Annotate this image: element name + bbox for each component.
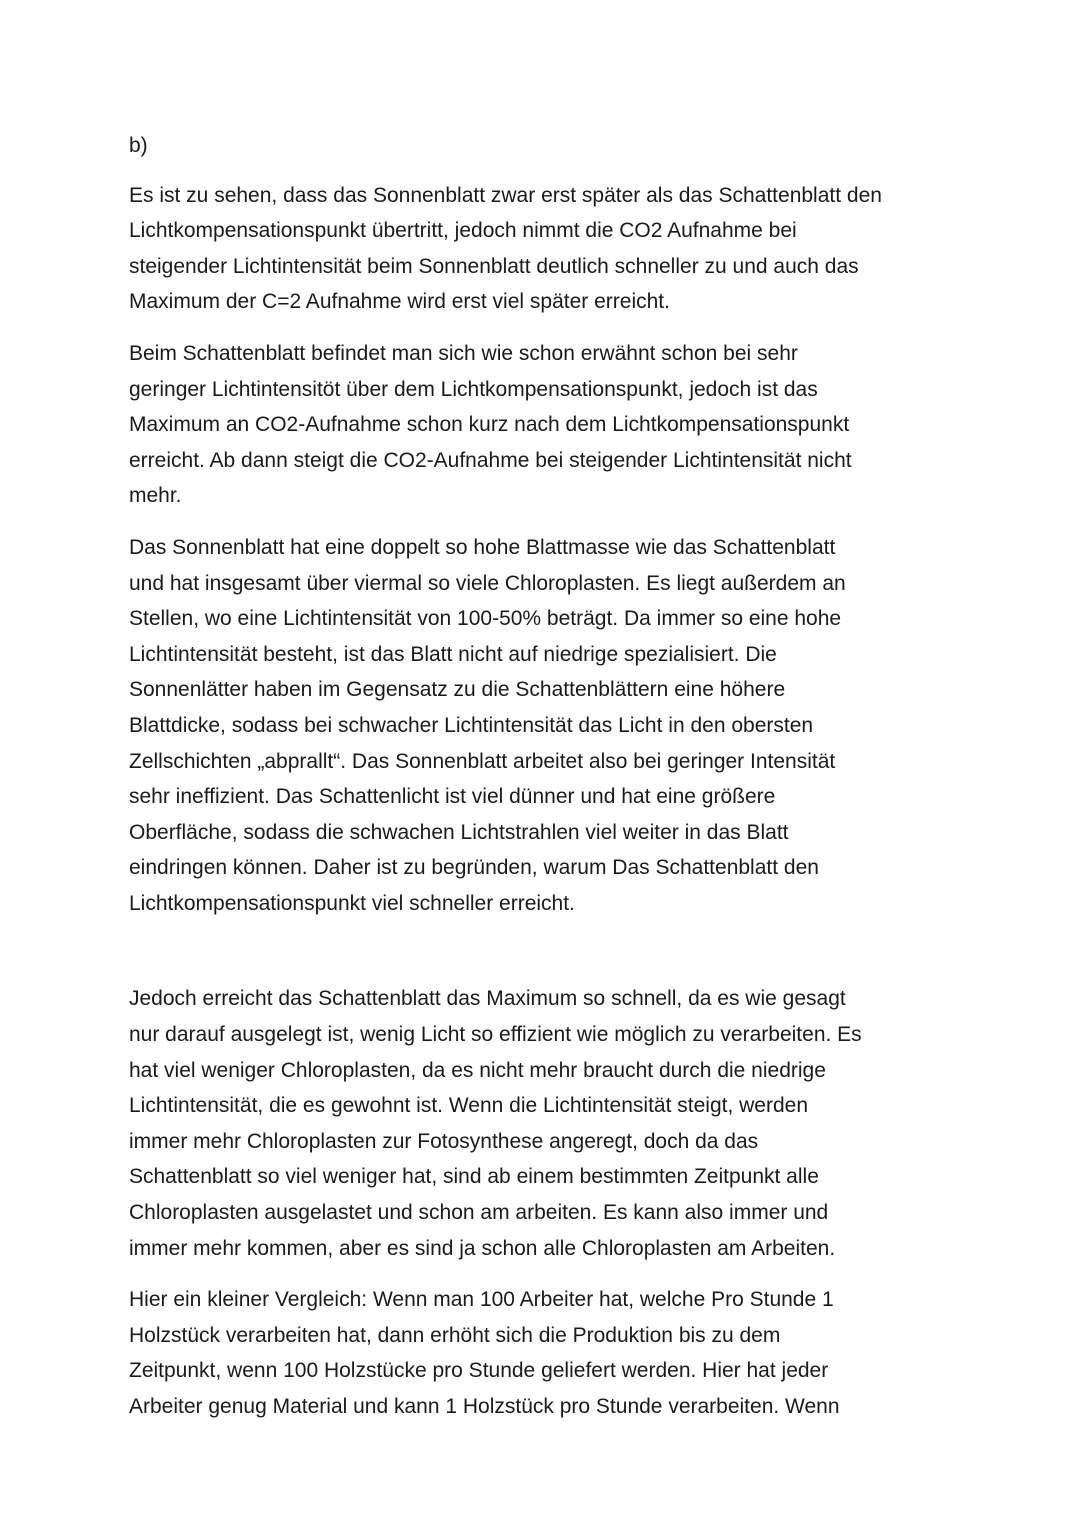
paragraph-5: [129, 1282, 959, 1424]
paragraph-line: Blattdicke, sodass bei schwacher Lichtintensität das Licht in den obersten: [129, 713, 814, 737]
paragraph-line: immer mehr Chloroplasten zur Fotosynthese angeregt, doch da das: [129, 1129, 759, 1153]
paragraph-line: Lichtkompensationspunkt übertritt, jedoch nimmt die CO2 Aufnahme bei: [129, 219, 797, 243]
paragraph-line: Stellen, wo eine Lichtintensität von 100-50% beträgt. Da immer so eine hohe: [129, 607, 842, 631]
paragraph-4: [129, 981, 959, 1266]
paragraph-2: [129, 336, 959, 514]
section-heading: b): [129, 134, 148, 157]
paragraph-line: Sonnenlätter haben im Gegensatz zu die Schattenblättern eine höhere: [129, 678, 786, 702]
paragraph-line: Zellschichten „abprallt“. Das Sonnenblatt arbeitet also bei geringer Intensität: [129, 749, 836, 773]
paragraph-line: Es ist zu sehen, dass das Sonnenblatt zwar erst später als das Schattenblatt den: [129, 183, 882, 207]
paragraph-line: Lichtkompensationspunkt viel schneller erreicht.: [129, 891, 575, 915]
paragraph-line: Lichtintensität besteht, ist das Blatt nicht auf niedrige spezialisiert. Die: [129, 642, 777, 666]
paragraph-line: Maximum an CO2-Aufnahme schon kurz nach dem Lichtkompensationspunkt: [129, 413, 850, 437]
paragraph-line: immer mehr kommen, aber es sind ja schon alle Chloroplasten am Arbeiten.: [129, 1236, 836, 1260]
paragraph-line: Maximum der C=2 Aufnahme wird erst viel später erreicht.: [129, 290, 670, 314]
paragraph-line: Arbeiter genug Material und kann 1 Holzstück pro Stunde verarbeiten. Wenn: [129, 1395, 840, 1418]
paragraph-line: geringer Lichtintensitöt über dem Lichtkompensationspunkt, jedoch ist das: [129, 377, 818, 401]
paragraph-line: Holzstück verarbeiten hat, dann erhöht sich die Produktion bis zu dem: [129, 1323, 781, 1347]
paragraph-line: mehr.: [129, 484, 182, 508]
paragraph-line: Jedoch erreicht das Schattenblatt das Maximum so schnell, da es wie gesagt: [129, 987, 846, 1011]
paragraph-line: Beim Schattenblatt befindet man sich wie schon erwähnt schon bei sehr: [129, 341, 798, 365]
paragraph-3: [129, 530, 959, 922]
paragraph-line: Zeitpunkt, wenn 100 Holzstücke pro Stunde geliefert werden. Hier hat jeder: [129, 1359, 829, 1383]
paragraph-1: [129, 178, 959, 320]
paragraph-line: eindringen können. Daher ist zu begründen, warum Das Schattenblatt den: [129, 856, 819, 880]
paragraph-line: erreicht. Ab dann steigt die CO2-Aufnahme bei steigender Lichtintensität nicht: [129, 448, 852, 472]
paragraph-line: Schattenblatt so viel weniger hat, sind ab einem bestimmten Zeitpunkt alle: [129, 1165, 819, 1189]
paragraph-line: Chloroplasten ausgelastet und schon am arbeiten. Es kann also immer und: [129, 1201, 829, 1225]
paragraph-line: und hat insgesamt über viermal so viele Chloroplasten. Es liegt außerdem an: [129, 571, 846, 595]
paragraph-line: Oberfläche, sodass die schwachen Lichtstrahlen viel weiter in das Blatt: [129, 820, 789, 844]
paragraph-line: Hier ein kleiner Vergleich: Wenn man 100 Arbeiter hat, welche Pro Stunde 1: [129, 1288, 834, 1312]
paragraph-line: nur darauf ausgelegt ist, wenig Licht so effizient wie möglich zu verarbeiten. Es: [129, 1023, 862, 1047]
paragraph-line: hat viel weniger Chloroplasten, da es nicht mehr braucht durch die niedrige: [129, 1058, 826, 1082]
paragraph-line: sehr ineffizient. Das Schattenlicht ist viel dünner und hat eine größere: [129, 785, 776, 809]
paragraph-line: steigender Lichtintensität beim Sonnenblatt deutlich schneller zu und auch das: [129, 254, 859, 278]
paragraph-line: Das Sonnenblatt hat eine doppelt so hohe Blattmasse wie das Schattenblatt: [129, 535, 836, 559]
document-page: [129, 128, 959, 1441]
paragraph-line: Lichtintensität, die es gewohnt ist. Wenn die Lichtintensität steigt, werden: [129, 1094, 809, 1118]
